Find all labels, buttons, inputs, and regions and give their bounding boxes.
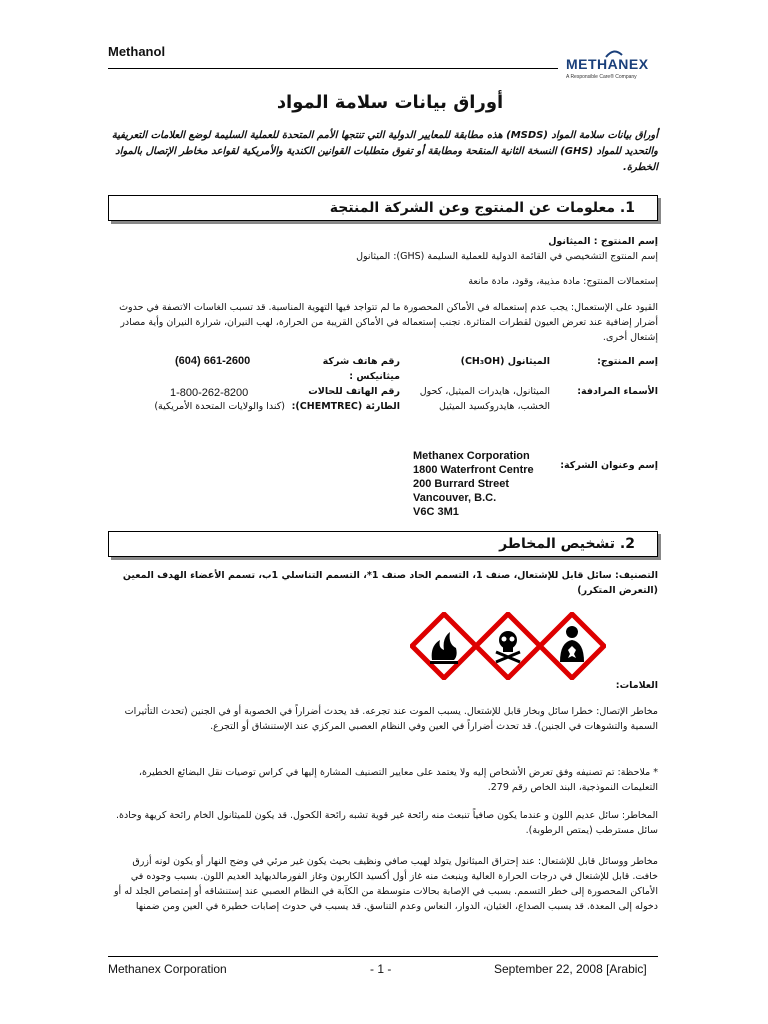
ghs-pictograms: [410, 612, 610, 682]
methanex-logo: [566, 56, 666, 96]
phone-value: (604) 661-2600: [175, 355, 251, 367]
emergency-note: (كندا والولايات المتحدة الأمريكية): [154, 401, 285, 412]
company-address: [413, 449, 563, 519]
company-address-line: V6C 3M1: [413, 506, 459, 518]
use-restrictions: القيود على الإستعمال: يجب عدم إستعماله في الأماكن المحصورة ما لم تتواجد فيها التهوية المناسبة. قد تسبب الغاسات الاتصفة في حدوث أضرار إضافية عند تعرض العيون لقطرات المتاثرة. تجنب إستعماله في الأماكن القريبة من الحرارة، لهب النيران، شرارة النيران وأية مصادر إشتعال أخرى.: [119, 302, 658, 343]
footer-company: Methanex Corporation: [108, 962, 227, 976]
section-1-heading: [108, 195, 658, 221]
section-2-heading: [108, 531, 658, 557]
company-address-line: 1800 Waterfront Centre: [413, 464, 534, 476]
company-address-line: Methanex Corporation: [413, 450, 530, 462]
synonyms-label: الأسماء المرادفة:: [577, 386, 658, 397]
section-2-title: 2. تشخيص المخاطر: [499, 536, 635, 552]
contact-hazards: مخاطر الإتصال: خطرا سائل وبخار قابل للإشتعال. يسبب الموت عند تجرعه. قد يحدث أضراراً في الخصوبة أو في الجنين (تحدث التأثيرات السمية والتشوهات في الجنين). قد تحدث أضراراً في العين وفي النظام العصبي المركزي عند الإستنشاق أو التجرع.: [124, 706, 658, 732]
product-uses: إستعمالات المنتوج: مادة مذيبة، وقود، مادة مانعة: [468, 276, 658, 287]
company-address-line: 200 Burrard Street: [413, 478, 509, 490]
signs-label: العلامات:: [615, 680, 658, 691]
emergency-label: رقم الهاتف للحالات الطارئة (CHEMTREC):: [291, 386, 400, 412]
product-label: إسم المنتوج:: [597, 356, 658, 367]
physical-dangers: المخاطر: سائل عديم اللون و عندما يكون صافياً تنبعث منه رائحة غير قوية تشبه رائحة الكحول. قد يكون للميثانول الخام رائحة كريهة وحادة. سائل مسترطب (يمتص الرطوبة).: [115, 810, 658, 836]
header-rule: [108, 68, 558, 69]
product-name-line: إسم المنتوج : الميثانول: [548, 236, 658, 247]
footer-rule: [108, 956, 658, 957]
logo-swoosh-icon: [604, 49, 624, 59]
document-product-name: Methanol: [108, 44, 166, 59]
synonyms-value: الميثانول، هايدرات الميثيل، كحول الخشب، هايدروكسيد الميثيل: [419, 386, 550, 412]
hazard-classification: التصنيف: سائل قابل للإشتعال، صنف 1، التسمم الحاد صنف 1*، التسمم التناسلي 1ب، تسمم الأعضاء الهدف المعين (التعرض المتكرر): [122, 570, 658, 596]
section-1-title: 1. معلومات عن المنتوج وعن الشركة المنتجة: [329, 200, 635, 216]
health-hazard-icon: [538, 612, 606, 680]
ghs-name-line: إسم المنتوج التشخيصي في القائمة الدولية للعملية السليمة (GHS): الميثانول: [356, 251, 658, 262]
footer-page-number: - 1 -: [370, 962, 392, 976]
company-label: إسم وعنوان الشركة:: [560, 460, 658, 471]
page-title: أوراق بيانات سلامة المواد: [276, 92, 504, 113]
footer-date: September 22, 2008 [Arabic]: [494, 962, 647, 976]
skull-crossbones-icon: [474, 612, 542, 680]
company-address-line: Vancouver, B.C.: [413, 492, 497, 504]
intro-paragraph: أوراق بيانات سلامة المواد (MSDS) هذه مطابقة للمعايير الدولية التي تنتجها الأمم المتحدة للعملية السليمة لوضع العلامات التعريفية والتحديد للمواد (GHS) النسخة الثانية المنقحة ومطابقة أو تفوق متطلبات القوانين الكندية والأمريكية لقواعد مخاطر الإتصال بالمواد الخطرة.: [111, 130, 658, 173]
product-value: الميثانول (CH₃OH): [460, 356, 550, 367]
classification-note: * ملاحظة: تم تصنيفه وفق تعرض الأشخاص إليه ولا يعتمد على معايير التصنيف المشارة إليها في كراس توصيات نقل البضائع الخطيرة، التعليمات النموذجية، البند الخاص رقم 279.: [138, 767, 658, 793]
phone-label: رقم هاتف شركة ميثانيكس :: [322, 356, 400, 382]
fire-hazards: مخاطر ووسائل قابل للإشتعال: عند إحتراق الميثانول يتولد لهيب صافي ونظيف بحيث يكون غير مرئي في وضح النهار أو يكون لونه أزرق خافت. قابل للإشتعال في درجات الحرارة العالية وينبعث منه غاز أول أكسيد الكاربون وغاز الفورمالديهايد العديم اللون. بسبب وجوده في الأماكن المحصورة إلى خطر التسمم. بسبب في الإصابة بحالات متوسطة من الكآبة في النظام العصبي عند إستنشاقه أو إمتصاص الجلد له أو دخوله إلى المعدة. قد يسبب الصداع، الغثيان، الدوار، النعاس وعدم التناسق. قد يسبب في حدوث إصابات خطيرة في العين ومن ضمنها: [113, 856, 658, 912]
logo-wordmark: METHANEX: [566, 56, 649, 72]
flame-icon: [410, 612, 478, 680]
emergency-number: 1-800-262-8200: [170, 387, 249, 399]
logo-tagline: A Responsible Care® Company: [566, 74, 637, 80]
